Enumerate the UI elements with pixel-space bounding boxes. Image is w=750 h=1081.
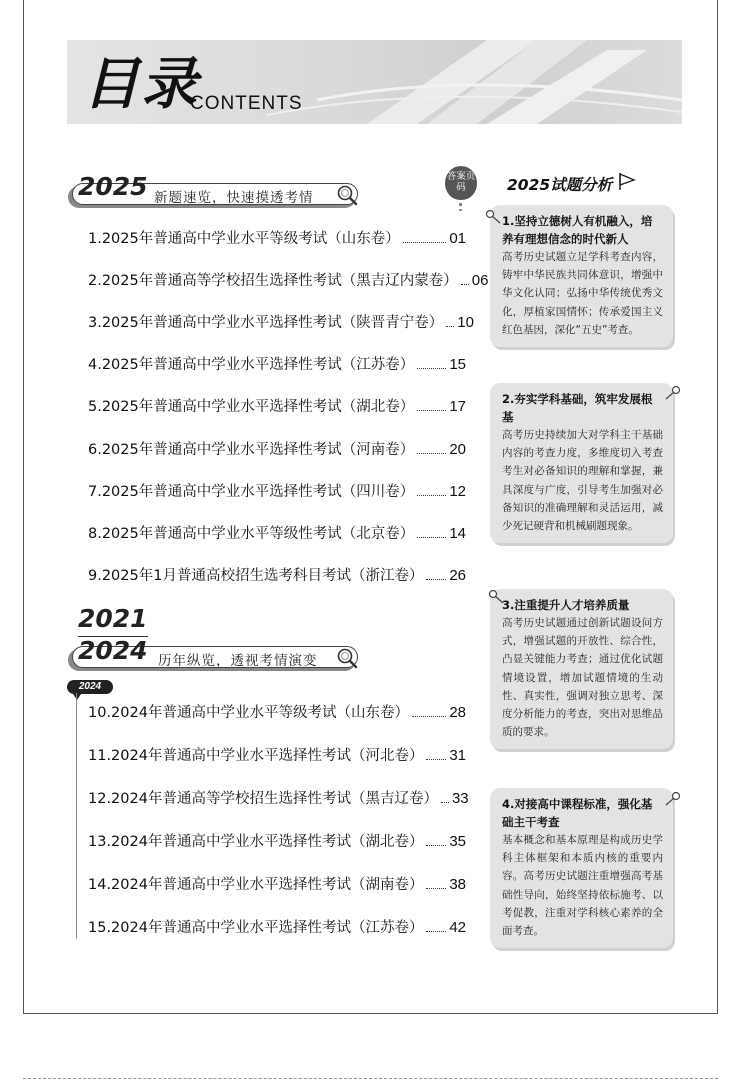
toc-page-number: 26 [449, 566, 466, 584]
toc-entry[interactable] [88, 746, 466, 766]
toc-entry[interactable] [88, 313, 474, 333]
toc-page-number: 42 [449, 919, 466, 936]
toc-entry-title: 9.2025年1月普通高校招生选考科目考试（浙江卷） [88, 567, 424, 584]
toc-leader-dots [446, 326, 454, 327]
toc-page-number: 20 [449, 440, 466, 458]
toc-entry[interactable] [88, 524, 466, 544]
analysis-card-heading: 3.注重提升人才培养质量 [502, 598, 630, 612]
toc-page-number: 31 [449, 747, 466, 764]
toc-page-number: 14 [449, 524, 466, 542]
toc-leader-dots [417, 537, 446, 538]
toc-leader-dots [461, 284, 469, 285]
toc-entry[interactable] [88, 271, 489, 291]
analysis-card [490, 383, 673, 543]
toc-leader-dots [403, 242, 447, 243]
toc-entry-title: 4.2025年普通高中学业水平选择性考试（江苏卷） [88, 357, 415, 374]
page-title: 目录 [83, 52, 199, 117]
toc-entry[interactable] [88, 440, 466, 460]
magnifier-icon [336, 647, 358, 669]
page-title-en: CONTENTS [190, 93, 303, 114]
toc-entry-title: 10.2024年普通高中学业水平等级考试（山东卷） [88, 705, 409, 721]
toc-leader-dots [417, 453, 446, 454]
toc-entry[interactable] [88, 397, 466, 417]
analysis-title: 2025试题分析 [507, 176, 613, 194]
toc-entry-title: 12.2024年普通高等学校招生选择性考试（黑吉辽卷） [88, 791, 438, 807]
toc-entry-title: 11.2024年普通高中学业水平选择性考试（河北卷） [88, 748, 424, 764]
toc-entry[interactable] [88, 566, 466, 586]
toc-entry-title: 13.2024年普通高中学业水平选择性考试（湖北卷） [88, 834, 424, 850]
toc-page-number: 12 [449, 482, 466, 500]
toc-page-number: 33 [451, 790, 469, 807]
toc-leader-dots [426, 579, 446, 580]
toc-leader-dots [426, 759, 446, 760]
toc-entry-title: 3.2025年普通高中学业水平选择性考试（陕晋青宁卷） [88, 315, 444, 332]
toc-entry-title: 2.2025年普通高等学校招生选择性考试（黑吉辽内蒙卷） [88, 273, 458, 290]
analysis-card [490, 589, 673, 749]
toc-leader-dots [417, 410, 446, 411]
analysis-card [490, 788, 673, 948]
section-2024-subtitle: 历年纵览，透视考情演变 [158, 653, 318, 669]
pin-icon [487, 588, 505, 606]
toc-entry[interactable] [88, 832, 466, 852]
toc-leader-dots [417, 368, 446, 369]
toc-page-number: 28 [449, 704, 466, 721]
analysis-card [490, 205, 673, 347]
toc-entry-title: 8.2025年普通高中学业水平等级性考试（北京卷） [88, 525, 415, 542]
analysis-card-body: 高考历史试题通过创新试题设问方式，增强试题的开放性、综合性，凸显关键能力考查；通过优化试题情境设置，增加试题情境的生动性、真实性，强调对独立思考、深度分析能力的考查，突出对思维品质的要求。 [502, 617, 663, 739]
section-2025-subtitle: 新题速览，快速摸透考情 [154, 190, 314, 206]
toc-page-number: 01 [449, 230, 466, 247]
toc-entry-title: 5.2025年普通高中学业水平选择性考试（湖北卷） [88, 399, 415, 416]
answer-badge-dots [459, 203, 462, 214]
toc-leader-dots [417, 495, 446, 496]
section-2024-year: 2024 [78, 636, 148, 665]
toc-entry-title: 7.2025年普通高中学业水平选择性考试（四川卷） [88, 483, 415, 500]
flag-icon [617, 171, 637, 191]
pin-icon [664, 790, 682, 808]
toc-entry-title: 14.2024年普通高中学业水平选择性考试（湖南卷） [88, 877, 424, 893]
toc-leader-dots [441, 802, 449, 803]
toc-entry-title: 1.2025年普通高中学业水平等级考试（山东卷） [88, 231, 400, 247]
bottom-rule [23, 1078, 718, 1079]
toc-leader-dots [426, 888, 446, 889]
analysis-card-heading: 2.夯实学科基础，筑牢发展根基 [502, 392, 653, 424]
toc-entry[interactable] [88, 789, 469, 809]
toc-entry[interactable] [88, 875, 466, 895]
toc-page-number: 17 [449, 398, 466, 416]
toc-page-number: 35 [449, 833, 466, 850]
answer-page-badge: 答案页码 [445, 166, 477, 200]
analysis-card-heading: 1.坚持立德树人有机融入，培养有理想信念的时代新人 [502, 214, 653, 246]
toc-leader-dots [412, 716, 446, 717]
toc-page-number: 10 [457, 314, 474, 332]
pin-icon [664, 384, 682, 402]
toc-leader-dots [426, 845, 446, 846]
timeline-line [76, 693, 77, 939]
toc-page-number: 15 [449, 356, 466, 374]
toc-entry[interactable] [88, 703, 466, 723]
pin-icon [484, 208, 502, 226]
toc-entry-title: 6.2025年普通高中学业水平选择性考试（河南卷） [88, 441, 415, 458]
analysis-card-body: 基本概念和基本原理是构成历史学科主体框架和本质内核的重要内容。高考历史试题注重增强高考基础性导向，始终坚持依标施考、以考促教，注重对学科核心素养的全面考查。 [502, 834, 663, 938]
toc-entry[interactable] [88, 918, 466, 938]
toc-entry[interactable] [88, 355, 466, 375]
toc-entry[interactable] [88, 482, 466, 502]
toc-page-number: 06 [471, 272, 489, 290]
toc-page-number: 38 [449, 876, 466, 893]
section-2025-year: 2025 [78, 172, 148, 201]
section-2021-year: 2021 [78, 604, 148, 633]
year-tag-2024: 2024 [67, 680, 113, 694]
analysis-card-heading: 4.对接高中课程标准，强化基础主干考查 [502, 797, 653, 829]
analysis-card-body: 高考历史试题立足学科考查内容，铸牢中华民族共同体意识，增强中华文化认同；弘扬中华传统优秀文化，厚植家国情怀；传承爱国主义红色基因，深化“五史”考查。 [502, 251, 663, 336]
year-tag-arrow [73, 694, 81, 700]
toc-leader-dots [426, 931, 446, 932]
toc-entry-title: 15.2024年普通高中学业水平选择性考试（江苏卷） [88, 920, 424, 936]
toc-entry[interactable] [88, 229, 466, 249]
analysis-card-body: 高考历史持续加大对学科主干基础内容的考查力度，多维度切入考查考生对必备知识的理解和掌握，兼具深度与广度，引导考生加强对必备知识的准确理解和灵活运用，减少死记硬背和机械刷题现象。 [502, 429, 663, 533]
magnifier-icon [336, 184, 358, 206]
